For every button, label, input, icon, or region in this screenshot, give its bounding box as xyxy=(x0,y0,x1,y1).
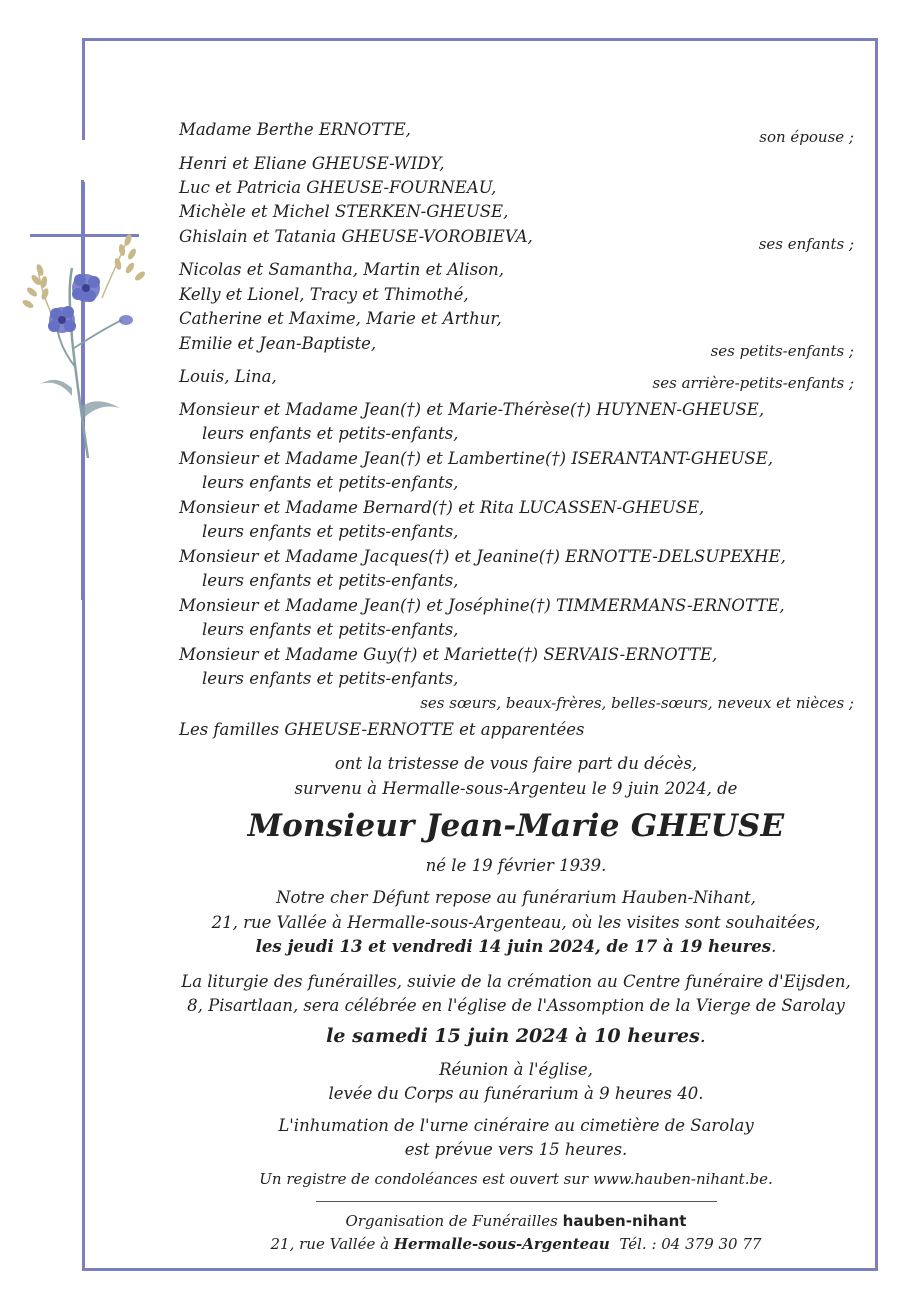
announcement-line: ont la tristesse de vous faire part du décès, xyxy=(334,754,698,773)
sibling-descendants: leurs enfants et petits-enfants, xyxy=(202,424,459,443)
sibling-line: Monsieur et Madame Guy(†) et Mariette(†) SERVAIS-ERNOTTE, xyxy=(179,645,718,664)
burial-line: est prévue vers 15 heures. xyxy=(404,1140,628,1159)
child-line: Michèle et Michel STERKEN-GHEUSE, xyxy=(179,202,509,221)
siblings-relation: ses sœurs, beaux-frères, belles-sœurs, neveux et nièces ; xyxy=(420,694,854,712)
sibling-line: Monsieur et Madame Jean(†) et Joséphine(†) TIMMERMANS-ERNOTTE, xyxy=(179,596,785,615)
sibling-line: Monsieur et Madame Jean(†) et Lambertine(†) ISERANTANT-GHEUSE, xyxy=(179,449,773,468)
visits-line: Notre cher Défunt repose au funérarium Hauben-Nihant, xyxy=(276,888,756,907)
meeting-line: levée du Corps au funérarium à 9 heures 40. xyxy=(328,1084,704,1103)
children-relation: ses enfants ; xyxy=(758,235,854,253)
brand-logo: hauben-nihant xyxy=(562,1212,687,1230)
footer-address-city: Hermalle-sous-Argenteau xyxy=(393,1235,610,1253)
footer-address xyxy=(60,1232,918,1257)
liturgy-date-text: le samedi 15 juin 2024 à 10 heures xyxy=(326,1025,700,1047)
footer-divider xyxy=(316,1201,717,1202)
visits-dates xyxy=(60,935,918,960)
sibling-line: Monsieur et Madame Jacques(†) et Jeanine(†) ERNOTTE-DELSUPEXHE, xyxy=(179,547,786,566)
birth-date: né le 19 février 1939. xyxy=(425,856,607,875)
child-line: Luc et Patricia GHEUSE-FOURNEAU, xyxy=(179,178,497,197)
sibling-descendants: leurs enfants et petits-enfants, xyxy=(202,522,459,541)
announcement-line: survenu à Hermalle-sous-Argenteu le 9 juin 2024, de xyxy=(294,779,738,798)
deceased-name: Monsieur Jean-Marie GHEUSE xyxy=(247,808,785,844)
liturgy-line: 8, Pisartlaan, sera célébrée en l'église de l'Assomption de la Vierge de Sarolay xyxy=(187,996,845,1015)
sibling-descendants: leurs enfants et petits-enfants, xyxy=(202,473,459,492)
liturgy-date xyxy=(60,1022,918,1050)
child-line: Henri et Eliane GHEUSE-WIDY, xyxy=(179,154,445,173)
great-grandchildren: Louis, Lina, xyxy=(179,367,277,386)
sibling-line: Monsieur et Madame Jean(†) et Marie-Thérèse(†) HUYNEN-GHEUSE, xyxy=(179,400,765,419)
grandchild-line: Emilie et Jean-Baptiste, xyxy=(179,334,377,353)
great-grandchildren-relation: ses arrière-petits-enfants ; xyxy=(652,374,854,392)
grandchild-line: Kelly et Lionel, Tracy et Thimothé, xyxy=(179,285,469,304)
sibling-line: Monsieur et Madame Bernard(†) et Rita LUCASSEN-GHEUSE, xyxy=(179,498,705,517)
footer-organisation xyxy=(60,1209,918,1234)
sibling-descendants: leurs enfants et petits-enfants, xyxy=(202,620,459,639)
visits-dates-text: les jeudi 13 et vendredi 14 juin 2024, de 17 à 19 heures xyxy=(255,937,772,956)
grandchildren-relation: ses petits-enfants ; xyxy=(710,342,854,360)
sibling-descendants: leurs enfants et petits-enfants, xyxy=(202,571,459,590)
grandchild-line: Nicolas et Samantha, Martin et Alison, xyxy=(179,260,504,279)
registry-note: Un registre de condoléances est ouvert sur www.hauben-nihant.be. xyxy=(259,1170,773,1188)
footer-address-prefix: 21, rue Vallée à xyxy=(270,1235,390,1253)
liturgy-date-end: . xyxy=(699,1025,706,1047)
child-line: Ghislain et Tatania GHEUSE-VOROBIEVA, xyxy=(179,227,533,246)
meeting-line: Réunion à l'église, xyxy=(439,1060,593,1079)
visits-line: 21, rue Vallée à Hermalle-sous-Argenteau, où les visites sont souhaitées, xyxy=(211,913,821,932)
spouse-name: Madame Berthe ERNOTTE, xyxy=(179,120,411,139)
liturgy-line: La liturgie des funérailles, suivie de la crémation au Centre funéraire d'Eijsden, xyxy=(181,972,851,991)
footer-org-prefix: Organisation de Funérailles xyxy=(345,1212,558,1230)
footer-phone: Tél. : 04 379 30 77 xyxy=(619,1235,762,1253)
visits-dates-end: . xyxy=(771,937,777,956)
burial-line: L'inhumation de l'urne cinéraire au cimetière de Sarolay xyxy=(278,1116,754,1135)
spouse-relation: son épouse ; xyxy=(759,128,854,146)
families-line: Les familles GHEUSE-ERNOTTE et apparentées xyxy=(179,720,585,739)
grandchild-line: Catherine et Maxime, Marie et Arthur, xyxy=(179,309,502,328)
sibling-descendants: leurs enfants et petits-enfants, xyxy=(202,669,459,688)
